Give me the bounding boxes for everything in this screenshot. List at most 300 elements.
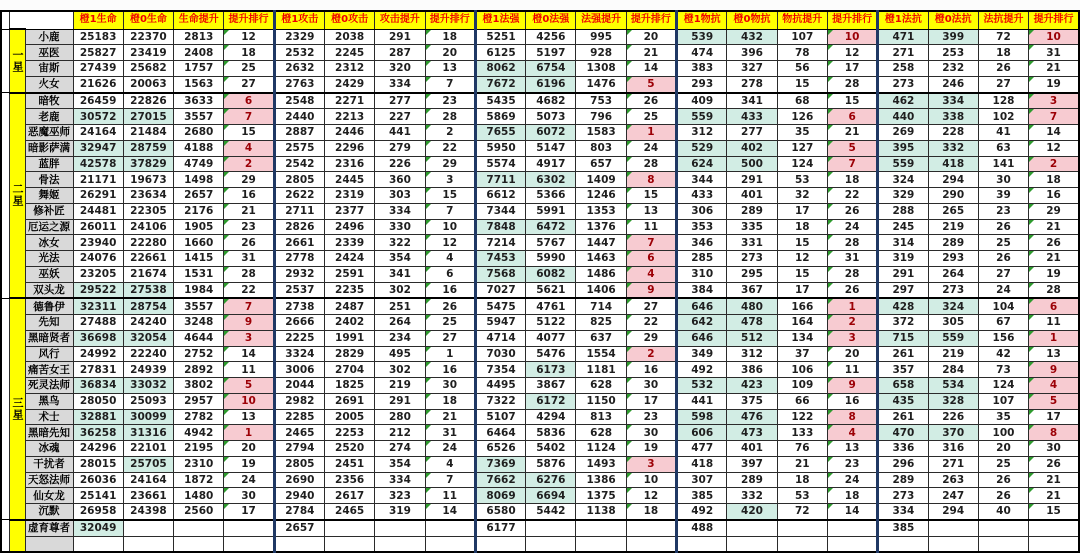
value-cell[interactable]: 2195 xyxy=(174,441,224,457)
value-cell[interactable]: 22826 xyxy=(123,93,173,109)
value-cell[interactable]: 27538 xyxy=(123,282,173,298)
value-cell[interactable]: 1181 xyxy=(576,362,626,378)
value-cell[interactable]: 2225 xyxy=(274,330,324,346)
value-cell[interactable]: 357 xyxy=(878,362,928,378)
hero-name-cell[interactable]: 黑鸟 xyxy=(25,393,73,409)
value-cell[interactable]: 134 xyxy=(777,330,827,346)
value-cell[interactable] xyxy=(526,536,576,552)
rank-cell[interactable]: 29 xyxy=(224,172,274,188)
rank-cell[interactable]: 7 xyxy=(224,109,274,125)
value-cell[interactable]: 2591 xyxy=(324,266,374,282)
hero-name-cell[interactable]: 暗牧 xyxy=(25,93,73,109)
value-cell[interactable]: 1308 xyxy=(576,61,626,77)
value-cell[interactable]: 796 xyxy=(576,109,626,125)
value-cell[interactable]: 56 xyxy=(777,61,827,77)
rank-cell[interactable]: 18 xyxy=(827,172,877,188)
rank-cell[interactable]: 30 xyxy=(626,378,676,394)
value-cell[interactable] xyxy=(123,536,173,552)
value-cell[interactable]: 5402 xyxy=(526,441,576,457)
rank-cell[interactable]: 8 xyxy=(626,172,676,188)
rank-cell[interactable]: 31 xyxy=(224,251,274,267)
value-cell[interactable]: 2560 xyxy=(174,504,224,520)
value-cell[interactable]: 277 xyxy=(727,125,777,141)
rank-cell[interactable]: 28 xyxy=(224,266,274,282)
value-cell[interactable]: 1409 xyxy=(576,172,626,188)
rank-cell[interactable]: 26 xyxy=(425,298,475,314)
value-cell[interactable]: 7369 xyxy=(475,456,525,472)
value-cell[interactable]: 20063 xyxy=(123,76,173,92)
value-cell[interactable]: 2005 xyxy=(324,409,374,425)
value-cell[interactable]: 375 xyxy=(727,393,777,409)
value-cell[interactable]: 39 xyxy=(978,188,1028,204)
rank-cell[interactable]: 27 xyxy=(425,330,475,346)
value-cell[interactable]: 598 xyxy=(677,409,727,425)
rank-cell[interactable]: 13 xyxy=(224,409,274,425)
value-cell[interactable]: 2813 xyxy=(174,29,224,45)
value-cell[interactable]: 277 xyxy=(375,93,425,109)
value-cell[interactable]: 102 xyxy=(978,109,1028,125)
rank-cell[interactable]: 11 xyxy=(626,219,676,235)
value-cell[interactable]: 28754 xyxy=(123,298,173,314)
rank-cell[interactable]: 15 xyxy=(224,125,274,141)
rank-cell[interactable]: 4 xyxy=(827,425,877,441)
value-cell[interactable]: 4188 xyxy=(174,140,224,156)
value-cell[interactable]: 32 xyxy=(777,188,827,204)
rank-cell[interactable]: 2 xyxy=(425,125,475,141)
value-cell[interactable]: 24296 xyxy=(73,441,123,457)
rank-cell[interactable] xyxy=(1029,536,1079,552)
rank-cell[interactable]: 9 xyxy=(1029,362,1079,378)
value-cell[interactable]: 349 xyxy=(677,346,727,362)
value-cell[interactable]: 251 xyxy=(375,298,425,314)
rank-cell[interactable]: 1 xyxy=(425,346,475,362)
value-cell[interactable]: 2440 xyxy=(274,109,324,125)
value-cell[interactable]: 1447 xyxy=(576,235,626,251)
value-cell[interactable]: 22280 xyxy=(123,235,173,251)
value-cell[interactable]: 24481 xyxy=(73,203,123,219)
left-gutter-cell[interactable] xyxy=(1,29,9,93)
rank-cell[interactable]: 26 xyxy=(827,203,877,219)
value-cell[interactable]: 5950 xyxy=(475,140,525,156)
hero-name-cell[interactable]: 厄运之源 xyxy=(25,219,73,235)
value-cell[interactable]: 539 xyxy=(677,29,727,45)
value-cell[interactable]: 2782 xyxy=(174,409,224,425)
value-cell[interactable]: 715 xyxy=(878,330,928,346)
value-cell[interactable]: 409 xyxy=(677,93,727,109)
value-cell[interactable]: 7655 xyxy=(475,125,525,141)
value-cell[interactable]: 488 xyxy=(677,520,727,536)
value-cell[interactable]: 24164 xyxy=(123,472,173,488)
value-cell[interactable]: 25682 xyxy=(123,61,173,77)
rank-cell[interactable]: 21 xyxy=(425,409,475,425)
value-cell[interactable]: 4917 xyxy=(526,156,576,172)
value-cell[interactable]: 334 xyxy=(375,472,425,488)
value-cell[interactable]: 26 xyxy=(978,219,1028,235)
value-cell[interactable]: 31316 xyxy=(123,425,173,441)
rank-cell[interactable]: 1 xyxy=(827,298,877,314)
star-group-cell[interactable]: 三星 xyxy=(9,298,25,520)
column-header[interactable]: 橙1生命 xyxy=(73,11,123,29)
rank-cell[interactable]: 20 xyxy=(224,441,274,457)
rank-cell[interactable]: 30 xyxy=(224,488,274,504)
value-cell[interactable]: 2982 xyxy=(274,393,324,409)
value-cell[interactable]: 335 xyxy=(727,219,777,235)
value-cell[interactable]: 2296 xyxy=(324,140,374,156)
value-cell[interactable]: 2805 xyxy=(274,456,324,472)
rank-cell[interactable]: 20 xyxy=(425,45,475,61)
value-cell[interactable]: 386 xyxy=(727,362,777,378)
value-cell[interactable]: 344 xyxy=(677,172,727,188)
rank-cell[interactable]: 26 xyxy=(827,282,877,298)
value-cell[interactable]: 264 xyxy=(928,266,978,282)
corner-gutter-header[interactable] xyxy=(1,11,9,29)
column-header[interactable]: 物抗提升 xyxy=(777,11,827,29)
value-cell[interactable]: 5767 xyxy=(526,235,576,251)
value-cell[interactable]: 5122 xyxy=(526,315,576,331)
value-cell[interactable]: 658 xyxy=(878,378,928,394)
value-cell[interactable]: 290 xyxy=(928,188,978,204)
value-cell[interactable]: 280 xyxy=(375,409,425,425)
rank-cell[interactable]: 10 xyxy=(1029,29,1079,45)
value-cell[interactable]: 24992 xyxy=(73,346,123,362)
value-cell[interactable]: 470 xyxy=(878,425,928,441)
value-cell[interactable]: 12 xyxy=(777,251,827,267)
value-cell[interactable]: 306 xyxy=(677,203,727,219)
value-cell[interactable]: 334 xyxy=(928,93,978,109)
value-cell[interactable]: 21 xyxy=(777,456,827,472)
left-gutter-cell[interactable] xyxy=(1,93,9,299)
value-cell[interactable]: 628 xyxy=(576,378,626,394)
value-cell[interactable]: 628 xyxy=(576,425,626,441)
value-cell[interactable]: 2632 xyxy=(274,61,324,77)
hero-name-cell[interactable]: 骨法 xyxy=(25,172,73,188)
value-cell[interactable]: 5836 xyxy=(526,425,576,441)
value-cell[interactable]: 657 xyxy=(576,156,626,172)
value-cell[interactable]: 2445 xyxy=(324,172,374,188)
hero-name-cell[interactable]: 黑暗贤者 xyxy=(25,330,73,346)
value-cell[interactable]: 36698 xyxy=(73,330,123,346)
rank-cell[interactable]: 26 xyxy=(626,93,676,109)
value-cell[interactable]: 396 xyxy=(727,45,777,61)
rank-cell[interactable]: 11 xyxy=(1029,315,1079,331)
rank-cell[interactable]: 1 xyxy=(626,125,676,141)
rank-cell[interactable]: 28 xyxy=(425,109,475,125)
value-cell[interactable]: 17 xyxy=(777,203,827,219)
rank-cell[interactable]: 17 xyxy=(224,504,274,520)
column-header[interactable]: 攻击提升 xyxy=(375,11,425,29)
rank-cell[interactable]: 18 xyxy=(224,45,274,61)
value-cell[interactable]: 33032 xyxy=(123,378,173,394)
rank-cell[interactable]: 4 xyxy=(425,456,475,472)
star-group-cell[interactable]: 一星 xyxy=(9,29,25,93)
value-cell[interactable]: 72 xyxy=(777,504,827,520)
value-cell[interactable] xyxy=(978,536,1028,552)
rank-cell[interactable]: 15 xyxy=(626,188,676,204)
value-cell[interactable]: 296 xyxy=(878,456,928,472)
value-cell[interactable]: 28050 xyxy=(73,393,123,409)
value-cell[interactable]: 78 xyxy=(777,45,827,61)
value-cell[interactable]: 3557 xyxy=(174,109,224,125)
rank-cell[interactable]: 4 xyxy=(425,251,475,267)
value-cell[interactable]: 6177 xyxy=(475,520,525,536)
value-cell[interactable]: 1493 xyxy=(576,456,626,472)
value-cell[interactable]: 2253 xyxy=(324,425,374,441)
value-cell[interactable]: 372 xyxy=(878,315,928,331)
value-cell[interactable]: 474 xyxy=(677,45,727,61)
value-cell[interactable]: 7027 xyxy=(475,282,525,298)
rank-cell[interactable]: 21 xyxy=(626,45,676,61)
value-cell[interactable]: 24106 xyxy=(123,219,173,235)
value-cell[interactable]: 26291 xyxy=(73,188,123,204)
value-cell[interactable]: 534 xyxy=(928,378,978,394)
value-cell[interactable]: 274 xyxy=(375,441,425,457)
rank-cell[interactable]: 4 xyxy=(224,140,274,156)
value-cell[interactable]: 32947 xyxy=(73,140,123,156)
rank-cell[interactable]: 13 xyxy=(425,61,475,77)
value-cell[interactable]: 18 xyxy=(777,219,827,235)
rank-cell[interactable]: 1 xyxy=(224,425,274,441)
value-cell[interactable]: 312 xyxy=(677,125,727,141)
rank-cell[interactable]: 19 xyxy=(1029,266,1079,282)
value-cell[interactable]: 30572 xyxy=(73,109,123,125)
value-cell[interactable]: 5476 xyxy=(526,346,576,362)
value-cell[interactable]: 28759 xyxy=(123,140,173,156)
value-cell[interactable]: 1124 xyxy=(576,441,626,457)
value-cell[interactable]: 7711 xyxy=(475,172,525,188)
value-cell[interactable]: 269 xyxy=(878,125,928,141)
value-cell[interactable]: 5475 xyxy=(475,298,525,314)
rank-cell[interactable]: 3 xyxy=(224,330,274,346)
value-cell[interactable]: 291 xyxy=(727,172,777,188)
hero-name-cell[interactable]: 黑暗先知 xyxy=(25,425,73,441)
value-cell[interactable]: 6612 xyxy=(475,188,525,204)
value-cell[interactable]: 2932 xyxy=(274,266,324,282)
value-cell[interactable]: 6173 xyxy=(526,362,576,378)
value-cell[interactable]: 28015 xyxy=(73,456,123,472)
value-cell[interactable]: 440 xyxy=(878,109,928,125)
value-cell[interactable]: 285 xyxy=(677,251,727,267)
value-cell[interactable] xyxy=(576,536,626,552)
value-cell[interactable]: 2778 xyxy=(274,251,324,267)
hero-name-cell[interactable]: 沉默 xyxy=(25,504,73,520)
value-cell[interactable]: 5147 xyxy=(526,140,576,156)
value-cell[interactable]: 478 xyxy=(727,315,777,331)
rank-cell[interactable]: 7 xyxy=(425,472,475,488)
value-cell[interactable]: 226 xyxy=(928,409,978,425)
value-cell[interactable]: 42578 xyxy=(73,156,123,172)
value-cell[interactable]: 1660 xyxy=(174,235,224,251)
value-cell[interactable]: 492 xyxy=(677,504,727,520)
rank-cell[interactable]: 19 xyxy=(224,456,274,472)
value-cell[interactable]: 32054 xyxy=(123,330,173,346)
rank-cell[interactable]: 28 xyxy=(827,266,877,282)
value-cell[interactable]: 4495 xyxy=(475,378,525,394)
value-cell[interactable]: 385 xyxy=(878,520,928,536)
hero-name-cell[interactable]: 暗影萨满 xyxy=(25,140,73,156)
rank-cell[interactable]: 1 xyxy=(1029,330,1079,346)
value-cell[interactable]: 928 xyxy=(576,45,626,61)
value-cell[interactable]: 41 xyxy=(978,125,1028,141)
value-cell[interactable]: 4682 xyxy=(526,93,576,109)
value-cell[interactable]: 7568 xyxy=(475,266,525,282)
rank-cell[interactable]: 13 xyxy=(827,441,877,457)
rank-cell[interactable]: 9 xyxy=(827,378,877,394)
rank-cell[interactable]: 3 xyxy=(626,456,676,472)
value-cell[interactable]: 24164 xyxy=(73,125,123,141)
value-cell[interactable]: 273 xyxy=(878,76,928,92)
value-cell[interactable]: 322 xyxy=(375,235,425,251)
rank-cell[interactable]: 2 xyxy=(626,346,676,362)
column-header[interactable]: 提升排行 xyxy=(224,11,274,29)
rank-cell[interactable]: 14 xyxy=(425,504,475,520)
value-cell[interactable]: 995 xyxy=(576,29,626,45)
value-cell[interactable]: 21484 xyxy=(123,125,173,141)
value-cell[interactable]: 24240 xyxy=(123,315,173,331)
value-cell[interactable]: 1583 xyxy=(576,125,626,141)
rank-cell[interactable]: 6 xyxy=(626,251,676,267)
rank-cell[interactable]: 19 xyxy=(1029,76,1079,92)
value-cell[interactable] xyxy=(375,520,425,536)
value-cell[interactable]: 2537 xyxy=(274,282,324,298)
value-cell[interactable]: 212 xyxy=(375,425,425,441)
value-cell[interactable]: 4749 xyxy=(174,156,224,172)
rank-cell[interactable]: 31 xyxy=(1029,45,1079,61)
value-cell[interactable]: 4714 xyxy=(475,330,525,346)
rank-cell[interactable]: 6 xyxy=(224,93,274,109)
rank-cell[interactable]: 25 xyxy=(224,61,274,77)
value-cell[interactable]: 2310 xyxy=(174,456,224,472)
value-cell[interactable]: 2520 xyxy=(324,441,374,457)
value-cell[interactable]: 341 xyxy=(727,93,777,109)
value-cell[interactable]: 25 xyxy=(978,235,1028,251)
rank-cell[interactable]: 16 xyxy=(1029,188,1079,204)
rank-cell[interactable]: 26 xyxy=(1029,456,1079,472)
value-cell[interactable] xyxy=(978,520,1028,536)
rank-cell[interactable]: 29 xyxy=(425,156,475,172)
value-cell[interactable]: 219 xyxy=(928,219,978,235)
value-cell[interactable]: 402 xyxy=(727,140,777,156)
value-cell[interactable]: 36834 xyxy=(73,378,123,394)
value-cell[interactable]: 7030 xyxy=(475,346,525,362)
value-cell[interactable]: 1138 xyxy=(576,504,626,520)
value-cell[interactable]: 7354 xyxy=(475,362,525,378)
value-cell[interactable]: 24076 xyxy=(73,251,123,267)
value-cell[interactable]: 2429 xyxy=(324,76,374,92)
value-cell[interactable]: 397 xyxy=(727,456,777,472)
value-cell[interactable]: 399 xyxy=(928,29,978,45)
value-cell[interactable]: 289 xyxy=(928,235,978,251)
value-cell[interactable] xyxy=(727,520,777,536)
value-cell[interactable]: 23661 xyxy=(123,488,173,504)
value-cell[interactable]: 26 xyxy=(978,488,1028,504)
rank-cell[interactable]: 19 xyxy=(626,441,676,457)
rank-cell[interactable]: 24 xyxy=(425,441,475,457)
rank-cell[interactable]: 31 xyxy=(425,425,475,441)
value-cell[interactable]: 327 xyxy=(727,61,777,77)
value-cell[interactable]: 8062 xyxy=(475,61,525,77)
value-cell[interactable]: 2339 xyxy=(324,235,374,251)
value-cell[interactable]: 428 xyxy=(878,298,928,314)
value-cell[interactable]: 7453 xyxy=(475,251,525,267)
value-cell[interactable]: 261 xyxy=(878,409,928,425)
value-cell[interactable]: 435 xyxy=(878,393,928,409)
value-cell[interactable]: 401 xyxy=(727,188,777,204)
value-cell[interactable]: 418 xyxy=(677,456,727,472)
value-cell[interactable]: 1554 xyxy=(576,346,626,362)
value-cell[interactable]: 30099 xyxy=(123,409,173,425)
value-cell[interactable]: 25141 xyxy=(73,488,123,504)
value-cell[interactable]: 19673 xyxy=(123,172,173,188)
rank-cell[interactable]: 15 xyxy=(425,188,475,204)
value-cell[interactable]: 263 xyxy=(928,472,978,488)
value-cell[interactable]: 73 xyxy=(978,362,1028,378)
value-cell[interactable]: 1375 xyxy=(576,488,626,504)
value-cell[interactable]: 305 xyxy=(928,315,978,331)
rank-cell[interactable]: 21 xyxy=(1029,251,1079,267)
value-cell[interactable]: 284 xyxy=(928,362,978,378)
hero-name-cell[interactable]: 光法 xyxy=(25,251,73,267)
rank-cell[interactable] xyxy=(827,536,877,552)
value-cell[interactable]: 4077 xyxy=(526,330,576,346)
rank-cell[interactable]: 24 xyxy=(626,140,676,156)
value-cell[interactable]: 319 xyxy=(375,504,425,520)
value-cell[interactable]: 27831 xyxy=(73,362,123,378)
value-cell[interactable]: 3324 xyxy=(274,346,324,362)
value-cell[interactable]: 23 xyxy=(978,203,1028,219)
column-header[interactable]: 橙1法抗 xyxy=(878,11,928,29)
value-cell[interactable]: 228 xyxy=(928,125,978,141)
hero-name-cell[interactable]: 风行 xyxy=(25,346,73,362)
value-cell[interactable]: 714 xyxy=(576,298,626,314)
left-gutter-cell[interactable] xyxy=(1,298,9,520)
rank-cell[interactable]: 28 xyxy=(827,76,877,92)
value-cell[interactable]: 2657 xyxy=(274,520,324,536)
value-cell[interactable]: 2446 xyxy=(324,125,374,141)
value-cell[interactable]: 30 xyxy=(978,172,1028,188)
rank-cell[interactable]: 11 xyxy=(224,362,274,378)
value-cell[interactable]: 3802 xyxy=(174,378,224,394)
value-cell[interactable]: 227 xyxy=(375,109,425,125)
value-cell[interactable]: 294 xyxy=(928,172,978,188)
value-cell[interactable]: 5991 xyxy=(526,203,576,219)
rank-cell[interactable]: 14 xyxy=(827,504,877,520)
value-cell[interactable]: 2542 xyxy=(274,156,324,172)
value-cell[interactable]: 5574 xyxy=(475,156,525,172)
value-cell[interactable]: 291 xyxy=(878,266,928,282)
value-cell[interactable]: 32311 xyxy=(73,298,123,314)
value-cell[interactable]: 328 xyxy=(928,393,978,409)
rank-cell[interactable]: 14 xyxy=(224,346,274,362)
left-gutter-cell[interactable] xyxy=(1,520,9,553)
value-cell[interactable]: 2424 xyxy=(324,251,374,267)
rank-cell[interactable]: 8 xyxy=(1029,425,1079,441)
rank-cell[interactable]: 27 xyxy=(626,298,676,314)
value-cell[interactable]: 2957 xyxy=(174,393,224,409)
rank-cell[interactable]: 18 xyxy=(425,29,475,45)
value-cell[interactable]: 314 xyxy=(878,235,928,251)
rank-cell[interactable]: 14 xyxy=(626,61,676,77)
value-cell[interactable]: 156 xyxy=(978,330,1028,346)
rank-cell[interactable]: 30 xyxy=(626,425,676,441)
rank-cell[interactable]: 7 xyxy=(425,76,475,92)
rank-cell[interactable]: 6 xyxy=(425,266,475,282)
value-cell[interactable]: 273 xyxy=(727,251,777,267)
value-cell[interactable]: 5990 xyxy=(526,251,576,267)
value-cell[interactable]: 287 xyxy=(375,45,425,61)
rank-cell[interactable]: 20 xyxy=(827,346,877,362)
rank-cell[interactable]: 4 xyxy=(1029,378,1079,394)
value-cell[interactable]: 1406 xyxy=(576,282,626,298)
